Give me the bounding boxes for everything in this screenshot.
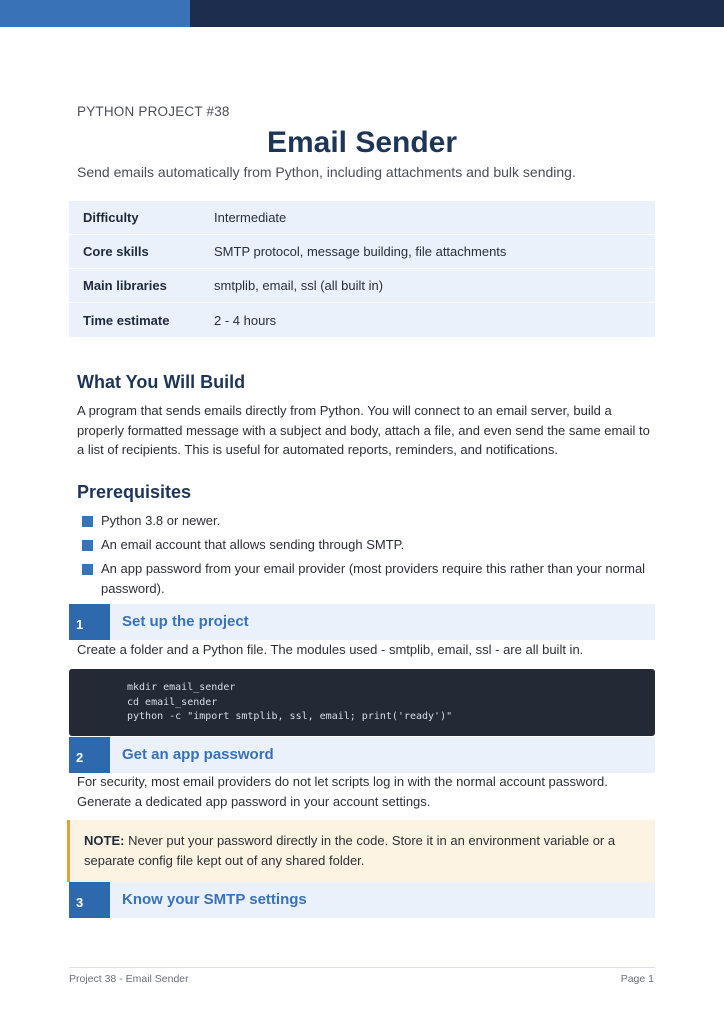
step-1-text: Create a folder and a Python file. The modules used - smtplib, email, ssl - are all built in. bbox=[77, 642, 584, 657]
info-row-main-libraries bbox=[69, 269, 655, 303]
list-item bbox=[82, 559, 652, 598]
step-header-2 bbox=[69, 737, 655, 773]
list-item bbox=[82, 535, 652, 555]
note-label: NOTE: bbox=[84, 833, 125, 848]
step-header-1 bbox=[69, 604, 655, 640]
info-key: Time estimate bbox=[83, 312, 170, 328]
list-item-text: An email account that allows sending through SMTP. bbox=[101, 537, 405, 552]
section-heading-prerequisites: Prerequisites bbox=[77, 482, 192, 502]
list-item bbox=[82, 511, 652, 531]
code-line: python -c "import smtplib, ssl, email; print('ready')" bbox=[127, 711, 453, 723]
info-row-difficulty bbox=[69, 201, 655, 235]
list-item-text: Python 3.8 or newer. bbox=[101, 513, 221, 528]
list-item-text: An app password from your email provider (most providers require this rather than your normal password). bbox=[101, 561, 646, 596]
top-banner-accent bbox=[0, 0, 190, 27]
footer-project-label: Project 38 - Email Sender bbox=[69, 973, 189, 985]
step-2-text: For security, most email providers do not let scripts log in with the normal account password. Generate a dedicated app password in your account settings. bbox=[77, 774, 608, 809]
info-value: SMTP protocol, message building, file attachments bbox=[214, 244, 507, 259]
info-row-time-estimate bbox=[69, 303, 655, 337]
note-text: Never put your password directly in the code. Store it in an environment variable or a separate config file kept out of any shared folder. bbox=[84, 833, 616, 868]
step-title: Get an app password bbox=[122, 746, 274, 763]
step-number-badge: 2 bbox=[69, 737, 110, 773]
page-subtitle: Send emails automatically from Python, including attachments and bulk sending. bbox=[77, 164, 576, 180]
info-value: smtplib, email, ssl (all built in) bbox=[214, 278, 384, 293]
footer-divider bbox=[69, 967, 655, 968]
code-line: mkdir email_sender bbox=[127, 682, 236, 693]
build-description: A program that sends emails directly from Python. You will connect to an email server, build a properly formatted message with a subject and body, attach a file, and even send the same email to a list of recipients. This is useful for automated reports, reminders, and notifications. bbox=[77, 403, 650, 457]
step-title: Set up the project bbox=[122, 613, 249, 630]
info-key: Core skills bbox=[83, 244, 149, 259]
note-callout bbox=[67, 820, 655, 882]
bullet-square-icon bbox=[82, 516, 93, 527]
bullet-square-icon bbox=[82, 540, 93, 551]
info-key: Main libraries bbox=[83, 278, 167, 293]
info-value: Intermediate bbox=[214, 210, 287, 225]
step-number-badge: 3 bbox=[69, 882, 110, 918]
code-block bbox=[69, 669, 655, 736]
section-heading-build: What You Will Build bbox=[77, 372, 246, 392]
step-header-3 bbox=[69, 882, 655, 918]
project-info-table bbox=[69, 201, 655, 337]
prerequisites-list bbox=[82, 511, 652, 603]
info-value: 2 - 4 hours bbox=[214, 312, 277, 328]
top-banner bbox=[0, 0, 724, 27]
bullet-square-icon bbox=[82, 564, 93, 575]
step-number-badge: 1 bbox=[69, 604, 110, 640]
page-title: Email Sender bbox=[266, 126, 458, 159]
info-key: Difficulty bbox=[83, 210, 139, 225]
step-title: Know your SMTP settings bbox=[122, 891, 307, 908]
project-eyebrow: PYTHON PROJECT #38 bbox=[77, 104, 230, 119]
code-line: cd email_sender bbox=[127, 696, 218, 708]
footer-page-number: Page 1 bbox=[620, 973, 654, 985]
info-row-core-skills bbox=[69, 235, 655, 269]
